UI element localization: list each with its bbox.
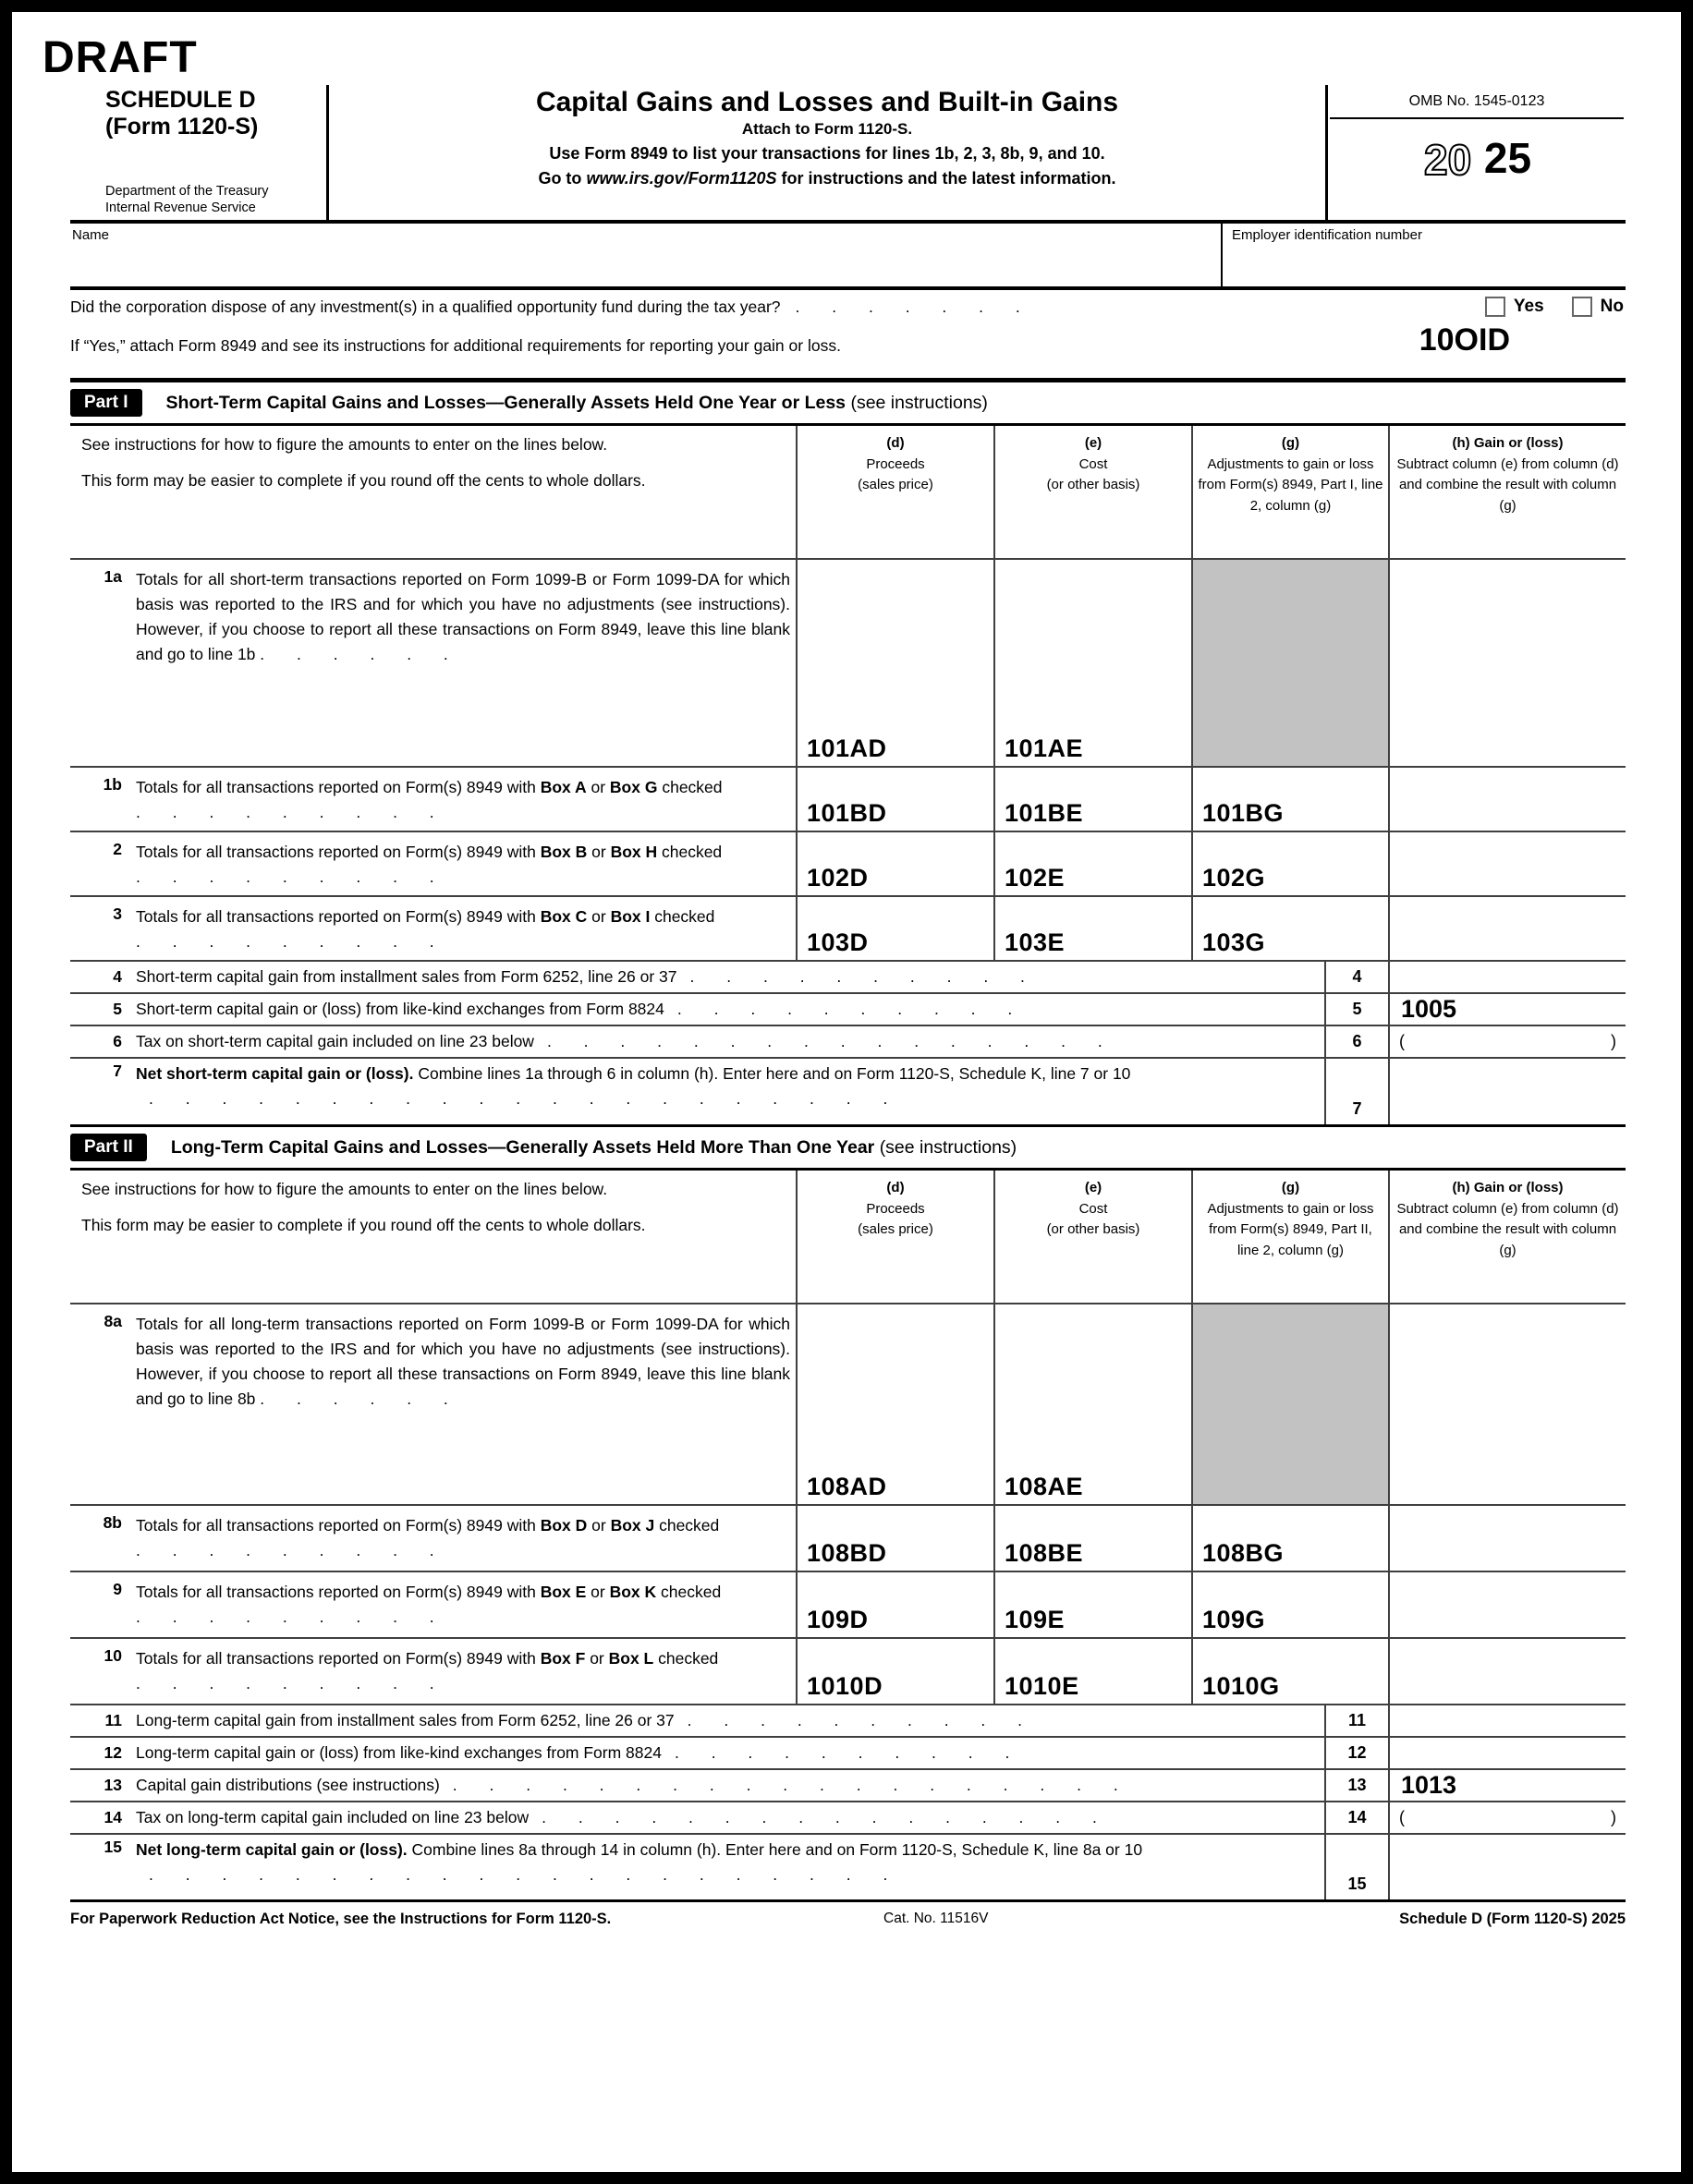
draft-code-103g: 103G <box>1202 928 1266 956</box>
part1-table <box>70 423 1626 1127</box>
line-8a-number: 8a <box>104 1312 122 1330</box>
part1-badge: Part I <box>70 389 142 417</box>
draft-code-1013: 1013 <box>1401 1771 1457 1799</box>
line-10-gain-cell[interactable] <box>1388 1639 1626 1705</box>
line-2-text: Totals for all transactions reported on Form(s) 8949 with Box B or Box H checked . . . . . . . . . <box>136 843 723 887</box>
dot-leader: . . . . . . <box>260 1389 448 1409</box>
opportunity-fund-question <box>70 290 1626 382</box>
form-content <box>12 85 1681 1928</box>
form-id-block <box>70 85 329 220</box>
line-3-text: Totals for all transactions reported on Form(s) 8949 with Box C or Box I checked . . . . . . . . . <box>136 907 715 952</box>
line-8b-description <box>70 1506 796 1572</box>
part2-col-d-header: (d) Proceeds (sales price) <box>796 1171 993 1304</box>
part2-title <box>171 1137 1017 1159</box>
part1-col-h-header: (h) Gain or (loss) Subtract column (e) from column (d) and combine the result with column (g) <box>1388 426 1626 560</box>
paren-open: ( <box>1399 1032 1405 1050</box>
agency-line-2: Internal Revenue Service <box>105 200 256 215</box>
line-6-text: Tax on short-term capital gain included on line 23 below <box>136 1032 534 1050</box>
line-4-text: Short-term capital gain from installment sales from Form 6252, line 26 or 37 <box>136 967 677 986</box>
omb-number: OMB No. 1545-0123 <box>1330 85 1624 119</box>
irs-url: www.irs.gov/Form1120S <box>586 169 777 188</box>
line-3-gain-cell[interactable] <box>1388 897 1626 962</box>
line-14-gain-cell[interactable] <box>1388 1802 1626 1835</box>
line-1b-adjustments-cell[interactable] <box>1191 768 1388 832</box>
line-2-gain-cell[interactable] <box>1388 832 1626 897</box>
draft-watermark: DRAFT <box>43 33 198 82</box>
part2-title-note: (see instructions) <box>879 1136 1017 1158</box>
line-1b-proceeds-cell[interactable] <box>796 768 993 832</box>
line-8a-proceeds-cell[interactable] <box>796 1304 993 1506</box>
yes-label: Yes <box>1513 297 1544 316</box>
line-8a-gain-cell[interactable] <box>1388 1304 1626 1506</box>
part2-summary-rows <box>70 1705 1626 1899</box>
part1-title-text: Short-Term Capital Gains and Losses—Generally Assets Held One Year or Less <box>165 392 846 413</box>
form-number: (Form 1120-S) <box>105 113 259 140</box>
draft-code-101bg: 101BG <box>1202 799 1285 827</box>
line-1b-description <box>70 768 796 832</box>
paperwork-notice: For Paperwork Reduction Act Notice, see the Instructions for Form 1120-S. <box>70 1911 612 1927</box>
no-option <box>1572 297 1624 317</box>
draft-code-1010g: 1010G <box>1202 1672 1280 1700</box>
line-6-number-box: 6 <box>1324 1026 1388 1059</box>
line-1a-number: 1a <box>104 567 122 586</box>
part2-col-g-header: (g) Adjustments to gain or loss from Form(s) 8949, Part II, line 2, column (g) <box>1191 1171 1388 1304</box>
draft-code-103e: 103E <box>1005 928 1066 956</box>
line-7-gain-cell[interactable] <box>1388 1059 1626 1124</box>
line-13-text: Capital gain distributions (see instructions) <box>136 1776 440 1794</box>
line-15-text: Net long-term capital gain or (loss). Combine lines 8a through 14 in column (h). Enter here and on Form 1120-S, Schedule K, line 8a or 10 . . . . . . . . . . . . . . . . . . . . . <box>136 1840 1143 1885</box>
line-13-number-box: 13 <box>1324 1770 1388 1802</box>
part2-see-instructions <box>70 1171 796 1304</box>
draft-code-10oid: 10OID <box>1419 322 1510 358</box>
line-1a-cost-cell[interactable] <box>993 560 1191 768</box>
line-7-number-box: 7 <box>1324 1059 1388 1124</box>
use-form-instruction: Use Form 8949 to list your transactions for lines 1b, 2, 3, 8b, 9, and 10. <box>549 144 1105 163</box>
line-3-cost-cell[interactable] <box>993 897 1191 962</box>
part1-summary-rows <box>70 962 1626 1124</box>
line-1a-proceeds-cell[interactable] <box>796 560 993 768</box>
yes-option <box>1485 297 1544 317</box>
line-8a-description <box>70 1304 796 1506</box>
line-3-number: 3 <box>113 904 122 923</box>
line-15-number-box: 15 <box>1324 1835 1388 1899</box>
form-title: Capital Gains and Losses and Built-in Gains <box>535 87 1119 117</box>
line-3-description <box>70 897 796 962</box>
attach-instruction: Attach to Form 1120-S. <box>741 120 913 138</box>
paren-close: ) <box>1611 1808 1616 1826</box>
part1-title <box>166 393 988 414</box>
line-5-gain-cell[interactable] <box>1388 994 1626 1026</box>
line-2-number: 2 <box>113 840 122 858</box>
line-10-text: Totals for all transactions reported on Form(s) 8949 with Box F or Box L checked . . . . . . . . . <box>136 1649 719 1693</box>
agency-block <box>105 183 321 216</box>
draft-code-109g: 109G <box>1202 1606 1266 1633</box>
line-3-proceeds-cell[interactable] <box>796 897 993 962</box>
line-8b-cost-cell[interactable] <box>993 1506 1191 1572</box>
line-11-description: 11 Long-term capital gain from installment sales from Form 6252, line 26 or 37 . . . . . . . . . . <box>70 1705 1324 1738</box>
line-6-gain-cell[interactable] <box>1388 1026 1626 1059</box>
draft-code-109d: 109D <box>807 1606 869 1633</box>
line-1b-number: 1b <box>103 775 122 794</box>
line-14-description: 14 Tax on long-term capital gain included on line 23 below . . . . . . . . . . . . . . . . <box>70 1802 1324 1835</box>
line-14-number-box: 14 <box>1324 1802 1388 1835</box>
ein-field[interactable] <box>1221 224 1626 286</box>
draft-code-101ae: 101AE <box>1005 734 1084 762</box>
draft-code-1005: 1005 <box>1401 995 1457 1023</box>
draft-code-108bd: 108BD <box>807 1539 887 1567</box>
part2-col-h-header: (h) Gain or (loss) Subtract column (e) from column (d) and combine the result with column (g) <box>1388 1171 1626 1304</box>
line-2-proceeds-cell[interactable] <box>796 832 993 897</box>
part2-table <box>70 1168 1626 1902</box>
yes-checkbox[interactable] <box>1485 297 1505 317</box>
line-9-cost-cell[interactable] <box>993 1572 1191 1639</box>
part2-title-text: Long-Term Capital Gains and Losses—Generally Assets Held More Than One Year <box>170 1136 875 1158</box>
draft-code-103d: 103D <box>807 928 869 956</box>
line-1a-gain-cell[interactable] <box>1388 560 1626 768</box>
line-1b-text: Totals for all transactions reported on Form(s) 8949 with Box A or Box G checked . . . . . . . . . <box>136 778 723 822</box>
line-11-number-box: 11 <box>1324 1705 1388 1738</box>
line-4-gain-cell[interactable] <box>1388 962 1626 994</box>
part2-badge: Part II <box>70 1134 147 1161</box>
name-label: Name <box>72 227 110 243</box>
line-8b-proceeds-cell[interactable] <box>796 1506 993 1572</box>
line-1b-gain-cell[interactable] <box>1388 768 1626 832</box>
catalog-number: Cat. No. 11516V <box>883 1911 989 1926</box>
line-11-text: Long-term capital gain from installment sales from Form 6252, line 26 or 37 <box>136 1711 675 1729</box>
dot-leader: . . . . . . <box>260 645 448 664</box>
line-13-description: 13 Capital gain distributions (see instructions) . . . . . . . . . . . . . . . . . . . <box>70 1770 1324 1802</box>
draft-code-108ad: 108AD <box>807 1473 887 1500</box>
part2-see-note-2: This form may be easier to complete if you round off the cents to whole dollars. <box>81 1216 646 1234</box>
line-7-description: 7 Net short-term capital gain or (loss). Combine lines 1a through 6 in column (h). Enter here and on Form 1120-S, Schedule K, line 7 or 10 . . . . . . . . . . . . . . . . . . . . . <box>70 1059 1324 1124</box>
line-8b-adjustments-cell[interactable] <box>1191 1506 1388 1572</box>
goto-post: for instructions and the latest information. <box>776 169 1116 188</box>
draft-code-1010d: 1010D <box>807 1672 883 1700</box>
draft-code-101be: 101BE <box>1005 799 1084 827</box>
part2-col-e-header: (e) Cost (or other basis) <box>993 1171 1191 1304</box>
form-header <box>70 85 1626 224</box>
line-10-adjustments-cell[interactable] <box>1191 1639 1388 1705</box>
svg-text:20: 20 <box>1423 136 1472 182</box>
part1-title-note: (see instructions) <box>850 392 988 413</box>
part1-header-bar <box>70 382 1626 423</box>
line-12-number-box: 12 <box>1324 1738 1388 1770</box>
schedule-name: SCHEDULE D <box>105 87 256 113</box>
draft-code-108bg: 108BG <box>1202 1539 1285 1567</box>
draft-code-109e: 109E <box>1005 1606 1066 1633</box>
draft-code-101ad: 101AD <box>807 734 887 762</box>
draft-code-102g: 102G <box>1202 864 1266 892</box>
part1-see-note-2: This form may be easier to complete if you round off the cents to whole dollars. <box>81 471 646 490</box>
line-9-number: 9 <box>113 1580 122 1598</box>
draft-code-108be: 108BE <box>1005 1539 1084 1567</box>
line-9-text: Totals for all transactions reported on Form(s) 8949 with Box E or Box K checked . . . . . . . . . <box>136 1583 722 1627</box>
line-14-text: Tax on long-term capital gain included on line 23 below <box>136 1808 530 1826</box>
ein-label: Employer identification number <box>1232 227 1422 243</box>
line-15-gain-cell[interactable] <box>1388 1835 1626 1899</box>
line-8a-adjustments-cell-shaded <box>1191 1304 1388 1506</box>
tax-year <box>1328 136 1626 182</box>
part2-see-note-1: See instructions for how to figure the amounts to enter on the lines below. <box>81 1180 608 1198</box>
line-11-gain-cell[interactable] <box>1388 1705 1626 1738</box>
draft-code-108ae: 108AE <box>1005 1473 1084 1500</box>
line-9-proceeds-cell[interactable] <box>796 1572 993 1639</box>
part1-col-g-header: (g) Adjustments to gain or loss from Form(s) 8949, Part I, line 2, column (g) <box>1191 426 1388 560</box>
paren-close: ) <box>1611 1032 1616 1050</box>
part1-col-e-header: (e) Cost (or other basis) <box>993 426 1191 560</box>
line-9-adjustments-cell[interactable] <box>1191 1572 1388 1639</box>
draft-code-102d: 102D <box>807 864 869 892</box>
line-8b-text: Totals for all transactions reported on Form(s) 8949 with Box D or Box J checked . . . . . . . . . <box>136 1516 720 1560</box>
part1-see-instructions <box>70 426 796 560</box>
draft-code-1010e: 1010E <box>1005 1672 1079 1700</box>
line-4-description: 4 Short-term capital gain from installment sales from Form 6252, line 26 or 37 . . . . . . . . . . <box>70 962 1324 994</box>
draft-code-102e: 102E <box>1005 864 1066 892</box>
line-7-text: Net short-term capital gain or (loss). Combine lines 1a through 6 in column (h). Enter here and on Form 1120-S, Schedule K, line 7 or 10 . . . . . . . . . . . . . . . . . . . . . <box>136 1064 1131 1109</box>
line-15-description: 15 Net long-term capital gain or (loss). Combine lines 8a through 14 in column (h). Enter here and on Form 1120-S, Schedule K, line 8a or 10 . . . . . . . . . . . . . . . . . . . . . <box>70 1835 1324 1899</box>
agency-line-1: Department of the Treasury <box>105 183 269 199</box>
line-10-proceeds-cell[interactable] <box>796 1639 993 1705</box>
identity-row <box>70 224 1626 290</box>
line-12-text: Long-term capital gain or (loss) from like-kind exchanges from Form 8824 <box>136 1743 662 1762</box>
title-block <box>329 85 1325 220</box>
line-12-description: 12 Long-term capital gain or (loss) from like-kind exchanges from Form 8824 . . . . . . . . . . <box>70 1738 1324 1770</box>
line-8a-text: Totals for all long-term transactions reported on Form 1099-B or Form 1099-DA for which basis was reported to the IRS and for which you have no adjustments (see instructions). However, if you choose to report all these transactions on Form 8949, leave this line blank and go to line 8b . . . . . . <box>136 1315 790 1409</box>
line-4-number-box: 4 <box>1324 962 1388 994</box>
line-2-adjustments-cell[interactable] <box>1191 832 1388 897</box>
part1-col-d-header: (d) Proceeds (sales price) <box>796 426 993 560</box>
year-solid-digits: 25 <box>1483 134 1532 182</box>
line-10-description <box>70 1639 796 1705</box>
line-6-description: 6 Tax on short-term capital gain included on line 23 below . . . . . . . . . . . . . . . . <box>70 1026 1324 1059</box>
line-9-gain-cell[interactable] <box>1388 1572 1626 1639</box>
no-checkbox[interactable] <box>1572 297 1592 317</box>
draft-code-101bd: 101BD <box>807 799 887 827</box>
paren-open: ( <box>1399 1808 1405 1826</box>
line-12-gain-cell[interactable] <box>1388 1738 1626 1770</box>
year-outline-digits <box>1422 136 1487 182</box>
form-footer <box>70 1911 1626 1928</box>
line-2-description <box>70 832 796 897</box>
line-1a-text: Totals for all short-term transactions reported on Form 1099-B or Form 1099-DA for which basis was reported to the IRS and for which you have no adjustments (see instructions). However, if you choose to report all these transactions on Form 8949, leave this line blank and go to line 1b . . . . . . <box>136 570 790 664</box>
dot-leader: . . . . . . . <box>795 297 1020 316</box>
goto-pre: Go to <box>538 169 587 188</box>
if-yes-text: If “Yes,” attach Form 8949 and see its instructions for additional requirements for reporting your gain or loss. <box>70 336 841 355</box>
line-2-cost-cell[interactable] <box>993 832 1191 897</box>
line-1a-adjustments-cell-shaded <box>1191 560 1388 768</box>
question-line-1 <box>70 297 1626 317</box>
line-13-gain-cell[interactable] <box>1388 1770 1626 1802</box>
line-9-description <box>70 1572 796 1639</box>
line-10-cost-cell[interactable] <box>993 1639 1191 1705</box>
omb-year-block <box>1325 85 1626 220</box>
line-3-adjustments-cell[interactable] <box>1191 897 1388 962</box>
part2-header-bar <box>70 1127 1626 1168</box>
line-10-number: 10 <box>104 1646 122 1665</box>
question-text: Did the corporation dispose of any investment(s) in a qualified opportunity fund during the tax year? <box>70 297 781 316</box>
line-1b-cost-cell[interactable] <box>993 768 1191 832</box>
line-5-description: 5 Short-term capital gain or (loss) from like-kind exchanges from Form 8824 . . . . . . . . . . <box>70 994 1324 1026</box>
line-8a-cost-cell[interactable] <box>993 1304 1191 1506</box>
line-8b-gain-cell[interactable] <box>1388 1506 1626 1572</box>
footer-form-id: Schedule D (Form 1120-S) 2025 <box>1399 1911 1626 1927</box>
goto-instruction <box>329 169 1325 188</box>
no-label: No <box>1600 297 1624 316</box>
name-field[interactable] <box>70 224 1221 286</box>
line-5-number-box: 5 <box>1324 994 1388 1026</box>
question-line-2 <box>70 324 1626 356</box>
line-5-text: Short-term capital gain or (loss) from like-kind exchanges from Form 8824 <box>136 1000 664 1018</box>
line-1a-description <box>70 560 796 768</box>
line-8b-number: 8b <box>103 1513 122 1532</box>
part1-see-note-1: See instructions for how to figure the amounts to enter on the lines below. <box>81 435 608 454</box>
